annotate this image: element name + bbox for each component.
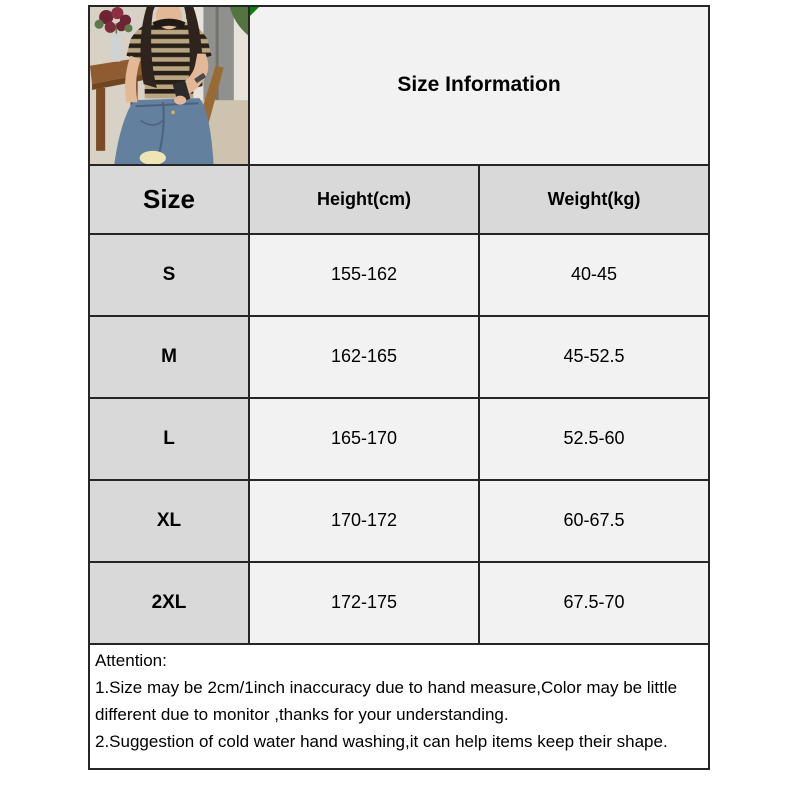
height-value: 165-170	[249, 398, 479, 480]
height-value: 170-172	[249, 480, 479, 562]
weight-value: 45-52.5	[479, 316, 709, 398]
height-value: 155-162	[249, 234, 479, 316]
attention-box	[89, 644, 709, 769]
size-information-table	[88, 5, 710, 770]
size-information-header-cell	[249, 6, 709, 165]
weight-value: 67.5-70	[479, 562, 709, 644]
column-header-size: Size	[89, 165, 249, 234]
cell-corner-marker-icon	[250, 7, 259, 16]
attention-note-2: 2.Suggestion of cold water hand washing,it can help items keep their shape.	[95, 731, 668, 751]
height-value: 162-165	[249, 316, 479, 398]
column-header-weight: Weight(kg)	[479, 165, 709, 234]
size-label: L	[89, 398, 249, 480]
weight-value: 52.5-60	[479, 398, 709, 480]
product-photo-cell	[89, 6, 249, 165]
size-row-2xl	[89, 562, 709, 644]
top-row	[89, 6, 709, 165]
size-label: XL	[89, 480, 249, 562]
weight-value: 60-67.5	[479, 480, 709, 562]
column-header-height: Height(cm)	[249, 165, 479, 234]
size-row-l	[89, 398, 709, 480]
attention-title: Attention:	[95, 650, 167, 670]
page-title: Size Information	[397, 73, 561, 97]
size-label: 2XL	[89, 562, 249, 644]
attention-note-1: 1.Size may be 2cm/1inch inaccuracy due to hand measure,Color may be little different due to monitor ,thanks for your understanding.	[95, 677, 678, 724]
attention-row	[89, 644, 709, 769]
size-row-m	[89, 316, 709, 398]
product-photo	[90, 7, 248, 164]
weight-value: 40-45	[479, 234, 709, 316]
size-row-s	[89, 234, 709, 316]
height-value: 172-175	[249, 562, 479, 644]
size-row-xl	[89, 480, 709, 562]
size-label: S	[89, 234, 249, 316]
size-label: M	[89, 316, 249, 398]
column-header-row	[89, 165, 709, 234]
